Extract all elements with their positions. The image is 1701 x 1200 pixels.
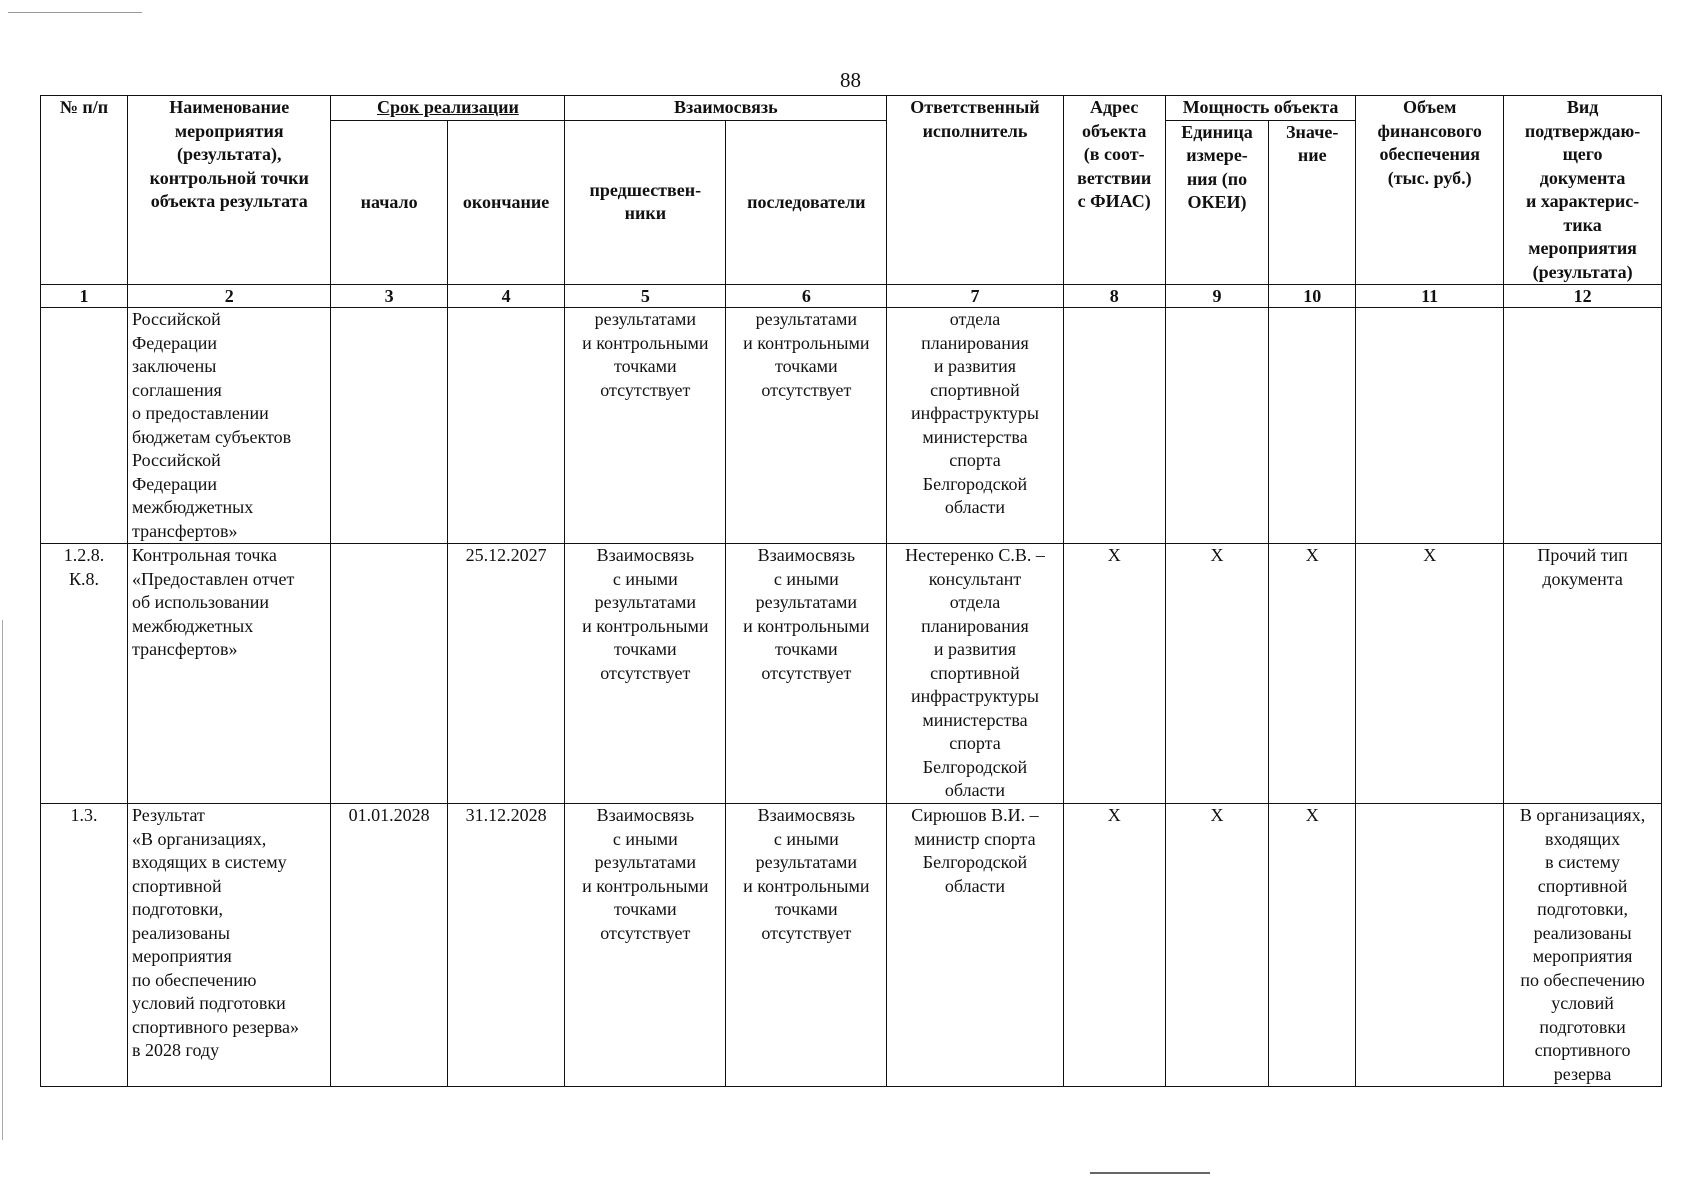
header-end: окончание	[447, 120, 565, 284]
header-power: Мощность объекта	[1165, 96, 1355, 121]
scan-bottom-line	[1090, 1172, 1210, 1174]
header-term: Срок реализации	[331, 96, 565, 121]
column-number-11: 11	[1356, 285, 1504, 308]
cell-pred: результатами и контрольными точками отсутствует	[565, 308, 726, 544]
cell-addr: X	[1063, 804, 1165, 1087]
cell-value	[1269, 308, 1356, 544]
cell-start	[331, 308, 447, 544]
header-successors: последователи	[726, 120, 887, 284]
column-number-4: 4	[447, 285, 565, 308]
scan-margin-line	[8, 12, 142, 13]
table-header	[41, 96, 1662, 308]
cell-resp: Нестеренко С.В. – консультант отдела планирования и развития спортивной инфраструктуры министерства спорта Белгородской области	[887, 544, 1063, 804]
cell-pred: Взаимосвязь с иными результатами и контрольными точками отсутствует	[565, 804, 726, 1087]
scan-edge-line	[2, 620, 3, 1140]
column-number-10: 10	[1269, 285, 1356, 308]
cell-name: Российской Федерации заключены соглашения о предоставлении бюджетам субъектов Российской Федерации межбюджетных трансфертов»	[128, 308, 331, 544]
cell-doc	[1504, 308, 1662, 544]
header-unit: Единица измере- ния (по ОКЕИ)	[1165, 120, 1268, 284]
column-number-3: 3	[331, 285, 447, 308]
page-number: 88	[840, 68, 861, 92]
cell-start: 01.01.2028	[331, 804, 447, 1087]
cell-post: Взаимосвязь с иными результатами и контрольными точками отсутствует	[726, 544, 887, 804]
table-row	[41, 308, 1662, 544]
cell-resp: Сирюшов В.И. – министр спорта Белгородской области	[887, 804, 1063, 1087]
column-number-12: 12	[1504, 285, 1662, 308]
column-number-2: 2	[128, 285, 331, 308]
column-number-6: 6	[726, 285, 887, 308]
column-number-9: 9	[1165, 285, 1268, 308]
header-address: Адрес объекта (в соот- ветствии с ФИАС)	[1063, 96, 1165, 285]
cell-unit	[1165, 308, 1268, 544]
plan-table	[40, 95, 1662, 1087]
header-start: начало	[331, 120, 447, 284]
header-predecessors: предшествен- ники	[565, 120, 726, 284]
cell-num	[41, 308, 128, 544]
cell-addr	[1063, 308, 1165, 544]
cell-end	[447, 308, 565, 544]
cell-post: Взаимосвязь с иными результатами и контрольными точками отсутствует	[726, 804, 887, 1087]
header-financing: Объем финансового обеспечения (тыс. руб.)	[1356, 96, 1504, 285]
cell-name: Результат «В организациях, входящих в систему спортивной подготовки, реализованы мероприятия по обеспечению условий подготовки спортивного резерва» в 2028 году	[128, 804, 331, 1087]
cell-fin	[1356, 804, 1504, 1087]
cell-addr: X	[1063, 544, 1165, 804]
cell-end: 25.12.2027	[447, 544, 565, 804]
cell-start	[331, 544, 447, 804]
header-link: Взаимосвязь	[565, 96, 887, 121]
table-row	[41, 544, 1662, 804]
cell-num: 1.2.8. К.8.	[41, 544, 128, 804]
header-number: № п/п	[41, 96, 128, 285]
cell-name: Контрольная точка «Предоставлен отчет об использовании межбюджетных трансфертов»	[128, 544, 331, 804]
header-name: Наименование мероприятия (результата), контрольной точки объекта результата	[128, 96, 331, 285]
cell-end: 31.12.2028	[447, 804, 565, 1087]
cell-post: результатами и контрольными точками отсутствует	[726, 308, 887, 544]
cell-unit: X	[1165, 804, 1268, 1087]
header-responsible: Ответственный исполнитель	[887, 96, 1063, 285]
table-row	[41, 804, 1662, 1087]
cell-doc: Прочий тип документа	[1504, 544, 1662, 804]
column-numbers-row	[41, 285, 1662, 308]
cell-fin	[1356, 308, 1504, 544]
column-number-5: 5	[565, 285, 726, 308]
column-number-1: 1	[41, 285, 128, 308]
cell-num: 1.3.	[41, 804, 128, 1087]
cell-fin: X	[1356, 544, 1504, 804]
cell-value: X	[1269, 544, 1356, 804]
cell-resp: отдела планирования и развития спортивной инфраструктуры министерства спорта Белгородской области	[887, 308, 1063, 544]
cell-doc: В организациях, входящих в систему спортивной подготовки, реализованы мероприятия по обеспечению условий подготовки спортивного резерва	[1504, 804, 1662, 1087]
cell-unit: X	[1165, 544, 1268, 804]
cell-value: X	[1269, 804, 1356, 1087]
cell-pred: Взаимосвязь с иными результатами и контрольными точками отсутствует	[565, 544, 726, 804]
column-number-8: 8	[1063, 285, 1165, 308]
header-value: Значе- ние	[1269, 120, 1356, 284]
header-document: Вид подтверждаю- щего документа и характерис- тика мероприятия (результата)	[1504, 96, 1662, 285]
column-number-7: 7	[887, 285, 1063, 308]
table-body	[41, 308, 1662, 1087]
